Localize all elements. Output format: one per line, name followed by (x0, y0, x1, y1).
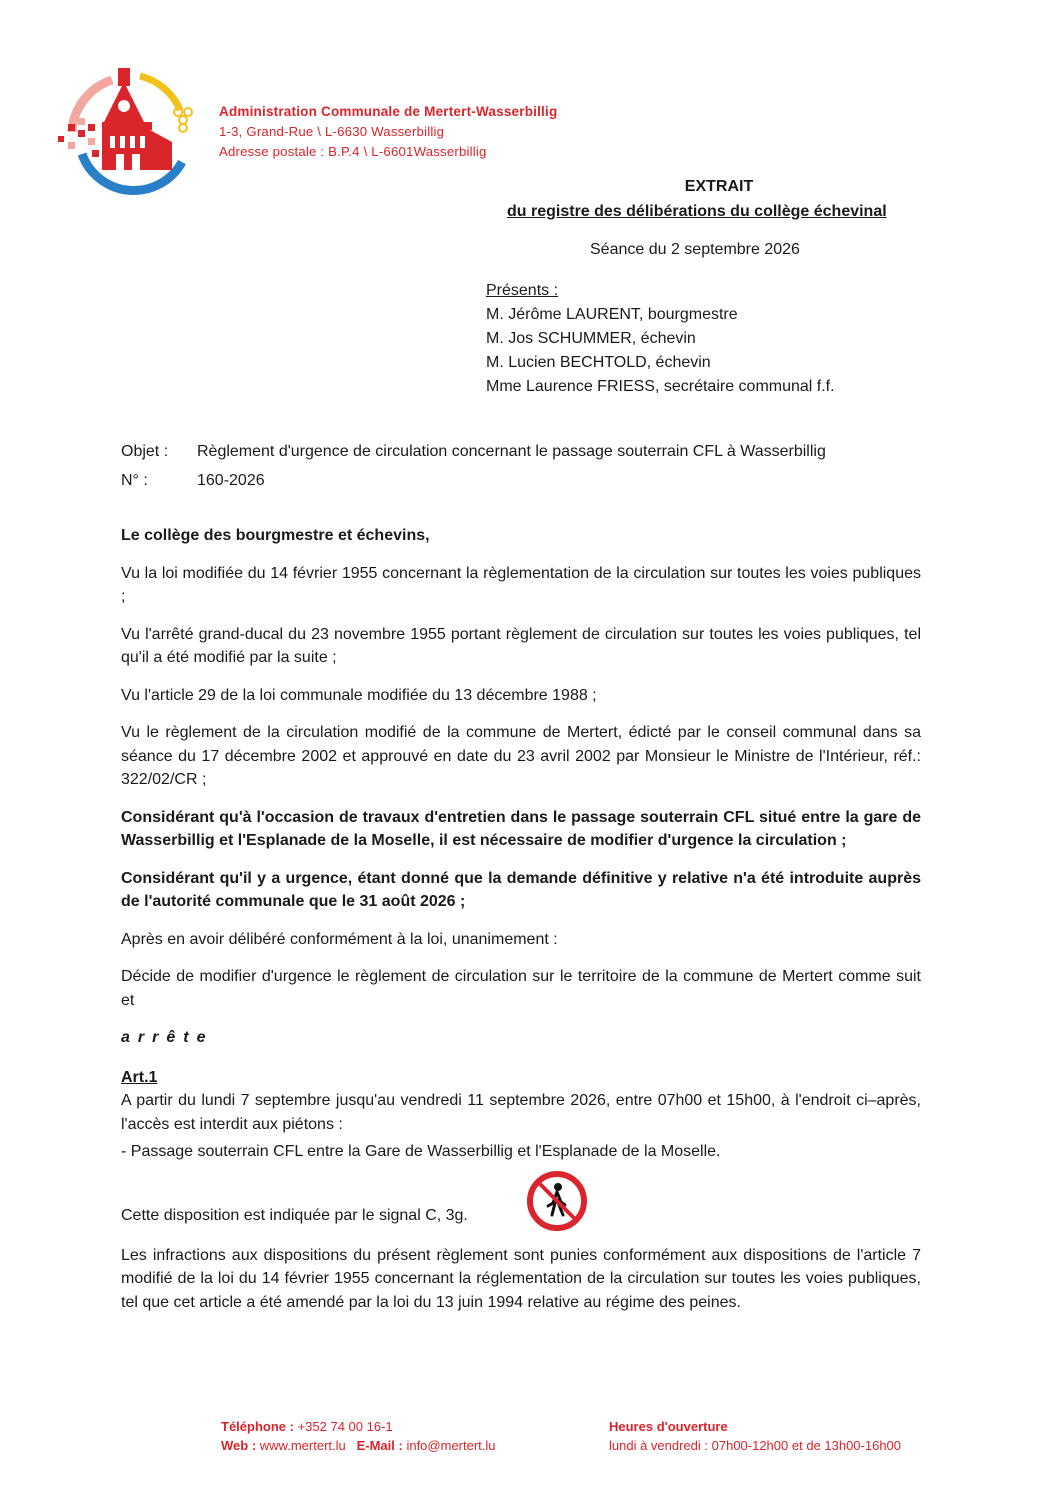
number-label: N° : (121, 472, 148, 489)
document-subtitle: du registre des délibérations du collège échevinal (507, 203, 887, 220)
document-body (121, 524, 921, 1328)
email-label: E-Mail : (356, 1438, 403, 1453)
present-member: M. Jos SCHUMMER, échevin (486, 330, 696, 347)
arrete-heading: arrête (121, 1029, 214, 1046)
web-label: Web : (221, 1438, 257, 1453)
infractions-paragraph: Les infractions aux dispositions du présent règlement sont punies conformément aux dispositions de l'article 7 modifié de la loi du 14 février 1955 concernant la réglementation de la circulation sur toutes les voies publiques, tel que cet article a été amendé par la loi du 13 juin 1994 relative au régime des peines. (121, 1246, 921, 1311)
article-1-text: A partir du lundi 7 septembre jusqu'au vendredi 11 septembre 2026, entre 07h00 et 15h00, à l'endroit ci–après, l'accès est interdit aux piétons : (121, 1092, 921, 1133)
seance-date: Séance du 2 septembre 2026 (590, 241, 800, 258)
number-value: 160-2026 (197, 472, 265, 489)
phone-label: Téléphone : (221, 1419, 294, 1434)
presents-block (486, 279, 835, 399)
signal-block (121, 1168, 921, 1230)
org-postal-address: Adresse postale : B.P.4 \ L-6601Wasserbillig (219, 144, 487, 159)
apres-paragraph: Après en avoir délibéré conformément à la loi, unanimement : (121, 930, 558, 948)
web-link[interactable]: www.mertert.lu (259, 1438, 346, 1453)
article-1-label: Art.1 (121, 1068, 158, 1086)
vu-paragraph: Vu l'arrêté grand-ducal du 23 novembre 1955 portant règlement de circulation sur toutes les voies publiques, tel qu'il a été modifié par la suite ; (121, 625, 921, 666)
objet-label: Objet : (121, 443, 169, 460)
signal-text: Cette disposition est indiquée par le signal C, 3g. (121, 1206, 468, 1224)
email-link[interactable]: info@mertert.lu (406, 1438, 496, 1453)
phone-value: +352 74 00 16-1 (297, 1419, 393, 1434)
vu-paragraph: Vu le règlement de la circulation modifié de la commune de Mertert, édicté par le conseil communal dans sa séance du 17 décembre 2002 et approuvé en date du 23 avril 2002 par Monsieur le Ministre de l'Intérieur, réf.: 322/02/CR ; (121, 724, 921, 788)
present-member: M. Lucien BECHTOLD, échevin (486, 354, 711, 371)
article-1-item: - Passage souterrain CFL entre la Gare de Wasserbillig et l'Esplanade de la Moselle. (121, 1143, 721, 1160)
footer-contact (221, 1417, 496, 1455)
presents-label: Présents : (486, 282, 559, 299)
present-member: Mme Laurence FRIESS, secrétaire communal f.f. (486, 378, 835, 395)
no-pedestrians-sign-icon (526, 1170, 588, 1232)
hours-value: lundi à vendredi : 07h00-12h00 et de 13h00-16h00 (609, 1438, 902, 1453)
considerant-paragraph: Considérant qu'à l'occasion de travaux d'entretien dans le passage souterrain CFL situé entre la gare de Wasserbillig et l'Esplanade de la Moselle, il est nécessaire de modifier d'urgence la circulation ; (121, 808, 921, 849)
considerant-paragraph: Considérant qu'il y a urgence, étant donné que la demande définitive y relative n'a été introduite auprès de l'autorité communale que le 31 août 2026 ; (121, 869, 921, 910)
decide-paragraph: Décide de modifier d'urgence le règlement de circulation sur le territoire de la commune de Mertert comme suit et (121, 968, 921, 1009)
organization-header (219, 102, 557, 162)
objet-text: Règlement d'urgence de circulation concernant le passage souterrain CFL à Wasserbillig (197, 443, 826, 460)
college-heading: Le collège des bourgmestre et échevins, (121, 527, 430, 544)
hours-label: Heures d'ouverture (609, 1419, 728, 1434)
org-name: Administration Communale de Mertert-Wasserbillig (219, 104, 558, 119)
object-block (121, 437, 826, 495)
vu-paragraph: Vu la loi modifiée du 14 février 1955 concernant la règlementation de la circulation sur toutes les voies publiques ; (121, 564, 921, 605)
document-title: EXTRAIT (684, 178, 754, 195)
vu-paragraph: Vu l'article 29 de la loi communale modifiée du 13 décembre 1988 ; (121, 686, 597, 704)
footer-hours (609, 1417, 901, 1455)
org-address: 1-3, Grand-Rue \ L-6630 Wasserbillig (219, 124, 445, 139)
present-member: M. Jérôme LAURENT, bourgmestre (486, 306, 738, 323)
